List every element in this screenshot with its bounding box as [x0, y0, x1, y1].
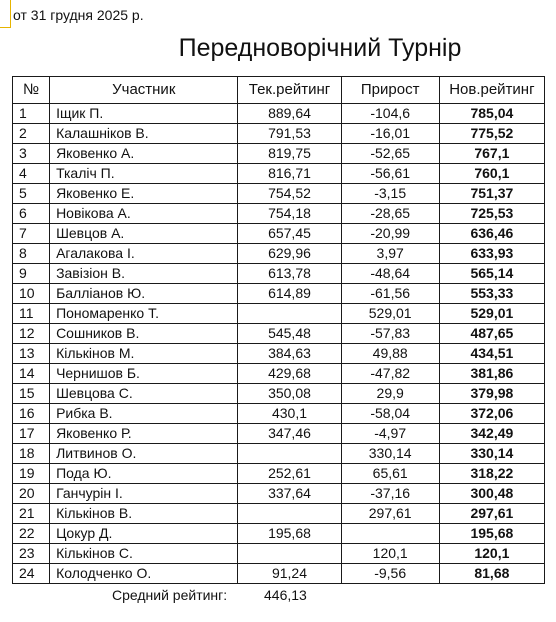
new-rating: 553,33 — [439, 284, 544, 304]
row-number: 21 — [13, 504, 50, 524]
column-header-new-rating: Нов.рейтинг — [439, 77, 544, 104]
row-number: 1 — [13, 104, 50, 124]
new-rating: 775,52 — [439, 124, 544, 144]
rating-gain: -37,16 — [341, 484, 439, 504]
table-row — [13, 164, 545, 184]
participant-name: Калашніков В. — [50, 124, 238, 144]
participant-name: Агалакова І. — [50, 244, 238, 264]
rating-gain: 65,61 — [341, 464, 439, 484]
table-row — [13, 144, 545, 164]
row-number: 9 — [13, 264, 50, 284]
participant-name: Яковенко А. — [50, 144, 238, 164]
row-number: 8 — [13, 244, 50, 264]
current-rating: 429,68 — [238, 364, 341, 384]
current-rating: 819,75 — [238, 144, 341, 164]
new-rating: 330,14 — [439, 444, 544, 464]
participant-name: Цокур Д. — [50, 524, 238, 544]
new-rating: 372,06 — [439, 404, 544, 424]
rating-table — [12, 76, 545, 584]
new-rating: 81,68 — [439, 564, 544, 584]
participant-name: Чернишов Б. — [50, 364, 238, 384]
participant-name: Балліанов Ю. — [50, 284, 238, 304]
current-rating: 614,89 — [238, 284, 341, 304]
participant-name: Яковенко Р. — [50, 424, 238, 444]
current-rating: 347,46 — [238, 424, 341, 444]
participant-name: Яковенко Е. — [50, 184, 238, 204]
document-date: от 31 грудня 2025 р. — [13, 7, 144, 23]
current-rating: 629,96 — [238, 244, 341, 264]
page-title: Передноворічний Турнір — [178, 34, 462, 62]
table-row — [13, 504, 545, 524]
row-number: 12 — [13, 324, 50, 344]
rating-gain — [341, 524, 439, 544]
column-header-current-rating: Тек.рейтинг — [238, 77, 341, 104]
row-number: 24 — [13, 564, 50, 584]
new-rating: 751,37 — [439, 184, 544, 204]
average-rating-value: 446,13 — [264, 587, 307, 603]
rating-gain: 3,97 — [341, 244, 439, 264]
current-rating: 791,53 — [238, 124, 341, 144]
row-number: 14 — [13, 364, 50, 384]
rating-gain: -56,61 — [341, 164, 439, 184]
participant-name: Сошников В. — [50, 324, 238, 344]
current-rating: 91,24 — [238, 564, 341, 584]
current-rating: 384,63 — [238, 344, 341, 364]
row-number: 4 — [13, 164, 50, 184]
new-rating: 120,1 — [439, 544, 544, 564]
rating-gain: 49,88 — [341, 344, 439, 364]
participant-name: Завізіон В. — [50, 264, 238, 284]
row-number: 16 — [13, 404, 50, 424]
participant-name: Кількінов М. — [50, 344, 238, 364]
average-rating-label: Средний рейтинг: — [112, 587, 228, 603]
current-rating: 889,64 — [238, 104, 341, 124]
participant-name: Шевцова С. — [50, 384, 238, 404]
new-rating: 195,68 — [439, 524, 544, 544]
new-rating: 725,53 — [439, 204, 544, 224]
rating-gain: 29,9 — [341, 384, 439, 404]
new-rating: 381,86 — [439, 364, 544, 384]
new-rating: 785,04 — [439, 104, 544, 124]
row-number: 13 — [13, 344, 50, 364]
current-rating: 337,64 — [238, 484, 341, 504]
rating-gain: -104,6 — [341, 104, 439, 124]
new-rating: 342,49 — [439, 424, 544, 444]
table-row — [13, 484, 545, 504]
row-number: 2 — [13, 124, 50, 144]
table-row — [13, 444, 545, 464]
participant-name: Колодченко О. — [50, 564, 238, 584]
new-rating: 760,1 — [439, 164, 544, 184]
rating-gain: 297,61 — [341, 504, 439, 524]
row-number: 10 — [13, 284, 50, 304]
row-number: 11 — [13, 304, 50, 324]
new-rating: 565,14 — [439, 264, 544, 284]
table-row — [13, 524, 545, 544]
rating-gain: 120,1 — [341, 544, 439, 564]
row-number: 3 — [13, 144, 50, 164]
participant-name: Литвинов О. — [50, 444, 238, 464]
new-rating: 318,22 — [439, 464, 544, 484]
column-header-number: № — [13, 77, 50, 104]
participant-name: Кількінов С. — [50, 544, 238, 564]
new-rating: 636,46 — [439, 224, 544, 244]
current-rating: 195,68 — [238, 524, 341, 544]
participant-name: Новікова А. — [50, 204, 238, 224]
participant-name: Пономаренко Т. — [50, 304, 238, 324]
table-row — [13, 544, 545, 564]
participant-name: Ганчурін І. — [50, 484, 238, 504]
rating-gain: -48,64 — [341, 264, 439, 284]
participant-name: Іщик П. — [50, 104, 238, 124]
table-header-row — [13, 77, 545, 104]
current-rating — [238, 304, 341, 324]
new-rating: 434,51 — [439, 344, 544, 364]
row-number: 6 — [13, 204, 50, 224]
table-row — [13, 324, 545, 344]
current-rating: 816,71 — [238, 164, 341, 184]
table-row — [13, 224, 545, 244]
column-header-participant: Участник — [50, 77, 238, 104]
table-row — [13, 264, 545, 284]
rating-gain: -20,99 — [341, 224, 439, 244]
current-rating — [238, 504, 341, 524]
table-row — [13, 284, 545, 304]
current-rating: 545,48 — [238, 324, 341, 344]
row-number: 18 — [13, 444, 50, 464]
current-rating: 754,18 — [238, 204, 341, 224]
rating-gain: 330,14 — [341, 444, 439, 464]
rating-gain: -58,04 — [341, 404, 439, 424]
rating-gain: -28,65 — [341, 204, 439, 224]
table-row — [13, 184, 545, 204]
rating-gain: -57,83 — [341, 324, 439, 344]
participant-name: Рибка В. — [50, 404, 238, 424]
current-rating: 657,45 — [238, 224, 341, 244]
current-rating — [238, 444, 341, 464]
new-rating: 767,1 — [439, 144, 544, 164]
row-number: 20 — [13, 484, 50, 504]
participant-name: Кількінов В. — [50, 504, 238, 524]
new-rating: 297,61 — [439, 504, 544, 524]
rating-gain: -61,56 — [341, 284, 439, 304]
table-row — [13, 404, 545, 424]
row-number: 23 — [13, 544, 50, 564]
participant-name: Пода Ю. — [50, 464, 238, 484]
new-rating: 529,01 — [439, 304, 544, 324]
row-number: 15 — [13, 384, 50, 404]
row-number: 19 — [13, 464, 50, 484]
table-row — [13, 384, 545, 404]
column-header-gain: Прирост — [341, 77, 439, 104]
new-rating: 633,93 — [439, 244, 544, 264]
rating-gain: -3,15 — [341, 184, 439, 204]
current-rating: 430,1 — [238, 404, 341, 424]
rating-gain: -47,82 — [341, 364, 439, 384]
table-body — [13, 104, 545, 584]
new-rating: 379,98 — [439, 384, 544, 404]
participant-name: Ткаліч П. — [50, 164, 238, 184]
table-row — [13, 424, 545, 444]
row-number: 7 — [13, 224, 50, 244]
rating-gain: 529,01 — [341, 304, 439, 324]
rating-gain: -4,97 — [341, 424, 439, 444]
table-row — [13, 244, 545, 264]
row-number: 5 — [13, 184, 50, 204]
new-rating: 300,48 — [439, 484, 544, 504]
row-number: 22 — [13, 524, 50, 544]
rating-gain: -16,01 — [341, 124, 439, 144]
row-number: 17 — [13, 424, 50, 444]
table-row — [13, 204, 545, 224]
table-row — [13, 464, 545, 484]
current-rating — [238, 544, 341, 564]
participant-name: Шевцов А. — [50, 224, 238, 244]
rating-gain: -9,56 — [341, 564, 439, 584]
table-row — [13, 564, 545, 584]
table-row — [13, 364, 545, 384]
table-row — [13, 124, 545, 144]
current-rating: 350,08 — [238, 384, 341, 404]
selected-cell-indicator[interactable] — [0, 0, 11, 28]
current-rating: 613,78 — [238, 264, 341, 284]
current-rating: 754,52 — [238, 184, 341, 204]
new-rating: 487,65 — [439, 324, 544, 344]
current-rating: 252,61 — [238, 464, 341, 484]
rating-gain: -52,65 — [341, 144, 439, 164]
table-row — [13, 304, 545, 324]
table-row — [13, 344, 545, 364]
table-row — [13, 104, 545, 124]
